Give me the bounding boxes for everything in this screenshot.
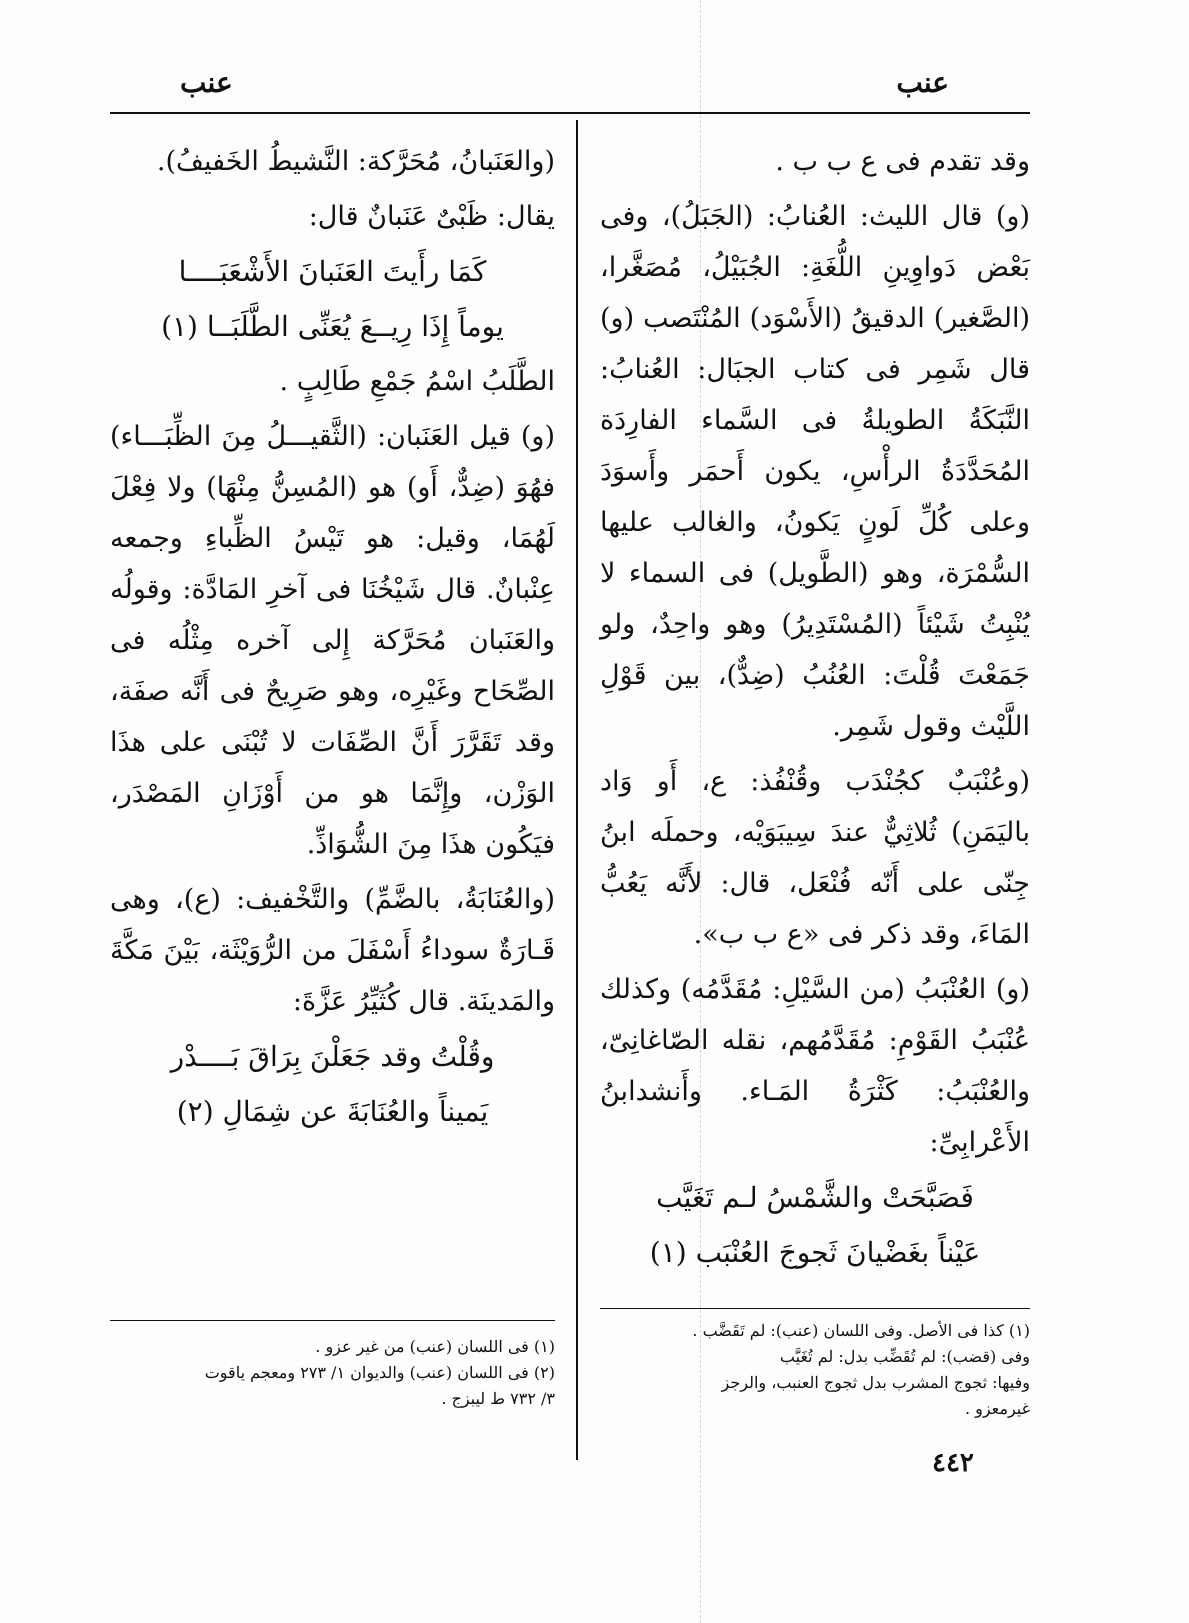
- footnotes-left: [110, 1334, 555, 1412]
- running-head-right: عنب: [896, 66, 949, 99]
- footnote: (١) كذا فى الأصل. وفى اللسان (عنب): لم تَقَضَّب .: [692, 1321, 1030, 1340]
- paragraph: (والعُنَابَةُ، بالضَّمِّ) والتَّخْفيف: (ع)، وهى قَـارَةٌ سوداءُ أَسْفَلَ من الرُّوَيْثَة، بَيْنَ مَكَّةَ والمَدينَة. قال كُثَيِّرُ عَزَّةَ:: [110, 884, 555, 1017]
- paragraph: (وعُنْبَبٌ كجُنْدَب وقُنْفُذ: ع، أَو وَاد باليَمَنِ) ثُلاثِيٌّ عندَ سِيبَوَيْه، وحملَه ابنُ جِنّى على أَنّه فُنْعَل، قال: لأَنَّه يَعُبُّ المَاءَ، وقد ذكر فى «ع ب ب».: [600, 766, 1030, 950]
- footnote-rule-left: [110, 1320, 555, 1321]
- footnote: (٢) فى اللسان (عنب) والديوان ١/ ٢٧٣ ومعجم ياقوت: [204, 1363, 555, 1382]
- footnote: ٣/ ٧٣٢ ط ليبزج .: [441, 1389, 555, 1408]
- running-head-left: عنب: [180, 66, 233, 99]
- footnote: غيرمعزو .: [964, 1399, 1030, 1418]
- verse-line: يوماً إِذَا رِيــعَ يُعَنِّى الطَّلَبَــا (١): [161, 310, 504, 343]
- footnote-rule-right: [600, 1308, 1030, 1309]
- paragraph: (و) قال الليث: العُنابُ: (الجَبَلُ)، وفى بَعْض دَواوِينِ اللُّغَةِ: الجُبَيْلُ، مُصَغَّرا، (الصَّغير) الدقيقُ (الأَسْوَد) المُنْتَصب (و) قال شَمِر فى كتاب الجبَال: العُنابُ: النَّبَكَةُ الطويلةُ فى السَّماء الفارِدَة المُحَدَّدَةُ الرأْسِ، يكون أَحمَر وأَسوَدَ وعلى كُلِّ لَونٍ يَكونُ، والغالب عليها السُّمْرَة، وهو (الطَّويل) فى السماء لا يُنْبِتُ شَيْئاً (المُسْتَدِيرُ) وهو واحِدٌ، ولو جَمَعْتَ قُلْتَ: العُنُبُ (ضِدٌّ)، بين قَوْلِ اللَّيْث وقول شَمِر.: [600, 201, 1030, 742]
- paragraph: (و) العُنْبَبُ (من السَّيْلِ: مُقَدَّمُه) وكذلك عُنْبَبُ القَوْمِ: مُقَدَّمُهم، نقله الصّاغانِىّ، والعُنْبَبُ: كَثْرَةُ المَـاء. وأَنشدابنُ الأَعْرابِىِّ:: [600, 974, 1030, 1158]
- paragraph: (والعَنَبانُ، مُحَرَّكة: النَّشيطُ الخَفيفُ).: [156, 146, 555, 177]
- footnote: (١) فى اللسان (عنب) من غير عزو .: [315, 1337, 555, 1356]
- verse-line: كَمَا رأَيتَ العَنَبانَ الأَشْعَبَــــا: [178, 255, 487, 288]
- verse-line: يَميناً والعُنَابَةَ عن شِمَالِ (٢): [176, 1095, 489, 1128]
- paragraph: يقال: ظَبْىٌ عَنَبانٌ قال:: [308, 201, 555, 232]
- left-column: [110, 136, 555, 1141]
- footnote: وفيها: ثجوج المشرب بدل ثجوج العنبب، والرجز: [721, 1373, 1030, 1392]
- header-rule: [110, 112, 1030, 114]
- footnote: وفى (قضب): لم تُقَضِّب بدل: لم تُغَيَّب: [779, 1347, 1030, 1366]
- verse-line: فَصَبَّحَتْ والشَّمْسُ لـم تَغَيَّب: [656, 1181, 974, 1214]
- paragraph: الطَّلَبُ اسْمُ جَمْعِ طَالِبٍ .: [279, 366, 555, 397]
- verse-line: وقُلْتُ وقد جَعَلْنَ بِرَاقَ بَــــدْر: [170, 1040, 495, 1073]
- verse-line: عَيْناً بغَضْيانَ ثَجوجَ العُنْبَب (١): [649, 1236, 981, 1269]
- column-divider: [576, 120, 578, 1460]
- right-column: [600, 136, 1030, 1282]
- footnotes-right: [600, 1318, 1030, 1422]
- page-number: ٤٤٢: [932, 1448, 974, 1478]
- paragraph: (و) قيل العَنَبان: (الثَّقيـــلُ مِنَ الظِّبَـــاء) فهُوَ (ضِدٌّ، أَو) هو (المُسِنُّ مِنْهَا) ولا فِعْلَ لَهُمَا، وقيل: هو تَيْسُ الظِّباءِ وجمعه عِنْبانٌ. قال شَيْخُنَا فى آخرِ المَادَّة: وقولُه والعَنَبان مُحَرَّكة إِلى آخره مِثْلُه فى الصِّحَاح وغَيْرِه، وهو صَرِيحٌ فى أَنَّه صفَة، وقد تَقَرَّرَ أَنَّ الصِّفَات لا تُبْنَى على هذَا الوَزْن، وإِنَّمَا هو من أَوْزَانِ المَصْدَر، فيَكُون هذَا مِنَ الشُّوَاذِّ.: [110, 421, 555, 860]
- paragraph: وقد تقدم فى ع ب ب .: [775, 146, 1030, 177]
